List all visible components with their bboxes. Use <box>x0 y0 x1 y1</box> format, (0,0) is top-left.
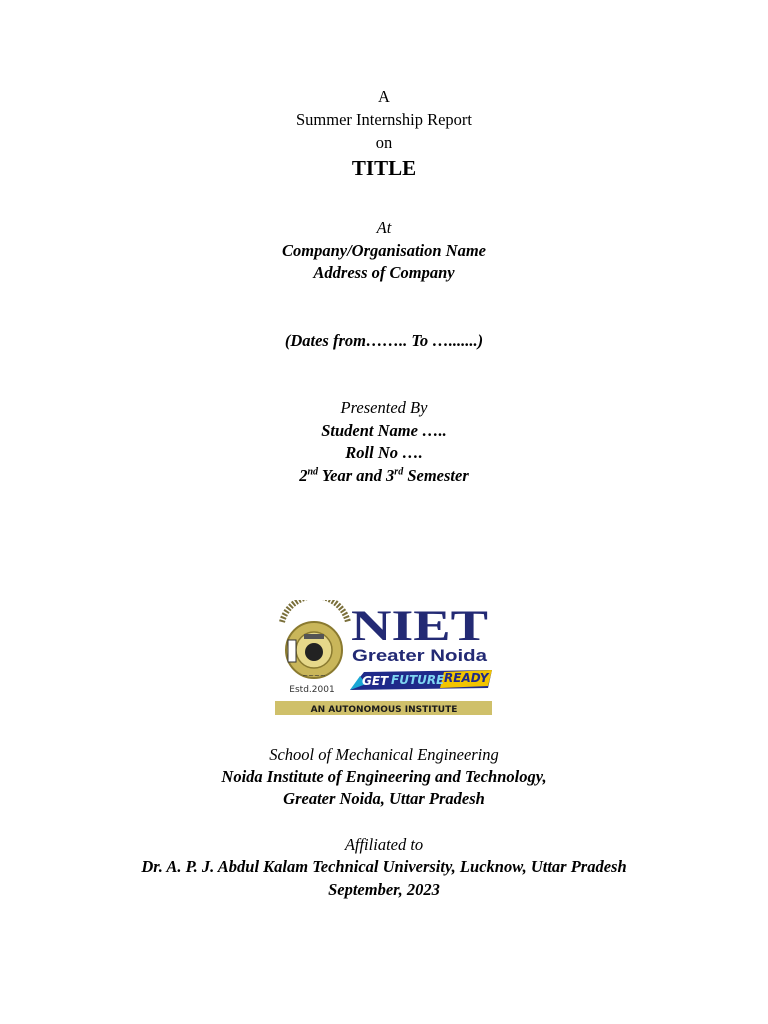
roll-number: Roll No …. <box>345 443 423 462</box>
niet-logo <box>274 600 494 718</box>
internship-dates: (Dates from…….. To ….......) <box>284 331 484 350</box>
header-on: on <box>375 133 393 152</box>
report-type: Summer Internship Report <box>296 110 472 129</box>
school-name: School of Mechanical Engineering <box>269 745 499 764</box>
greater-noida-label: Greater Noida <box>352 646 488 665</box>
header-a: A <box>378 87 390 106</box>
college-seal-icon <box>282 600 348 695</box>
institute-name: Noida Institute of Engineering and Technology, <box>221 767 547 786</box>
svg-text:READY: READY <box>444 671 489 685</box>
autonomous-banner: AN AUTONOMOUS INSTITUTE <box>310 705 458 715</box>
student-name: Student Name ….. <box>321 421 447 440</box>
presented-by-label: Presented By <box>340 398 428 417</box>
svg-text:GET: GET <box>362 674 389 688</box>
at-label: At <box>376 218 392 237</box>
affiliated-label: Affiliated to <box>344 835 424 854</box>
niet-wordmark: NIET <box>351 603 489 650</box>
year-semester: 2nd Year and 3rd Semester <box>299 466 469 485</box>
page-title: TITLE <box>351 156 417 180</box>
svg-text:~~~~: ~~~~ <box>302 672 326 680</box>
institute-location: Greater Noida, Uttar Pradesh <box>283 789 485 808</box>
company-name: Company/Organisation Name <box>282 241 486 260</box>
estd-label: Estd.2001 <box>289 685 335 695</box>
report-date: September, 2023 <box>328 880 440 899</box>
university-name: Dr. A. P. J. Abdul Kalam Technical University, Lucknow, Uttar Pradesh <box>141 857 627 876</box>
get-future-ready-badge <box>350 670 492 690</box>
svg-text:FUTURE: FUTURE <box>391 673 445 687</box>
company-address: Address of Company <box>313 263 455 282</box>
